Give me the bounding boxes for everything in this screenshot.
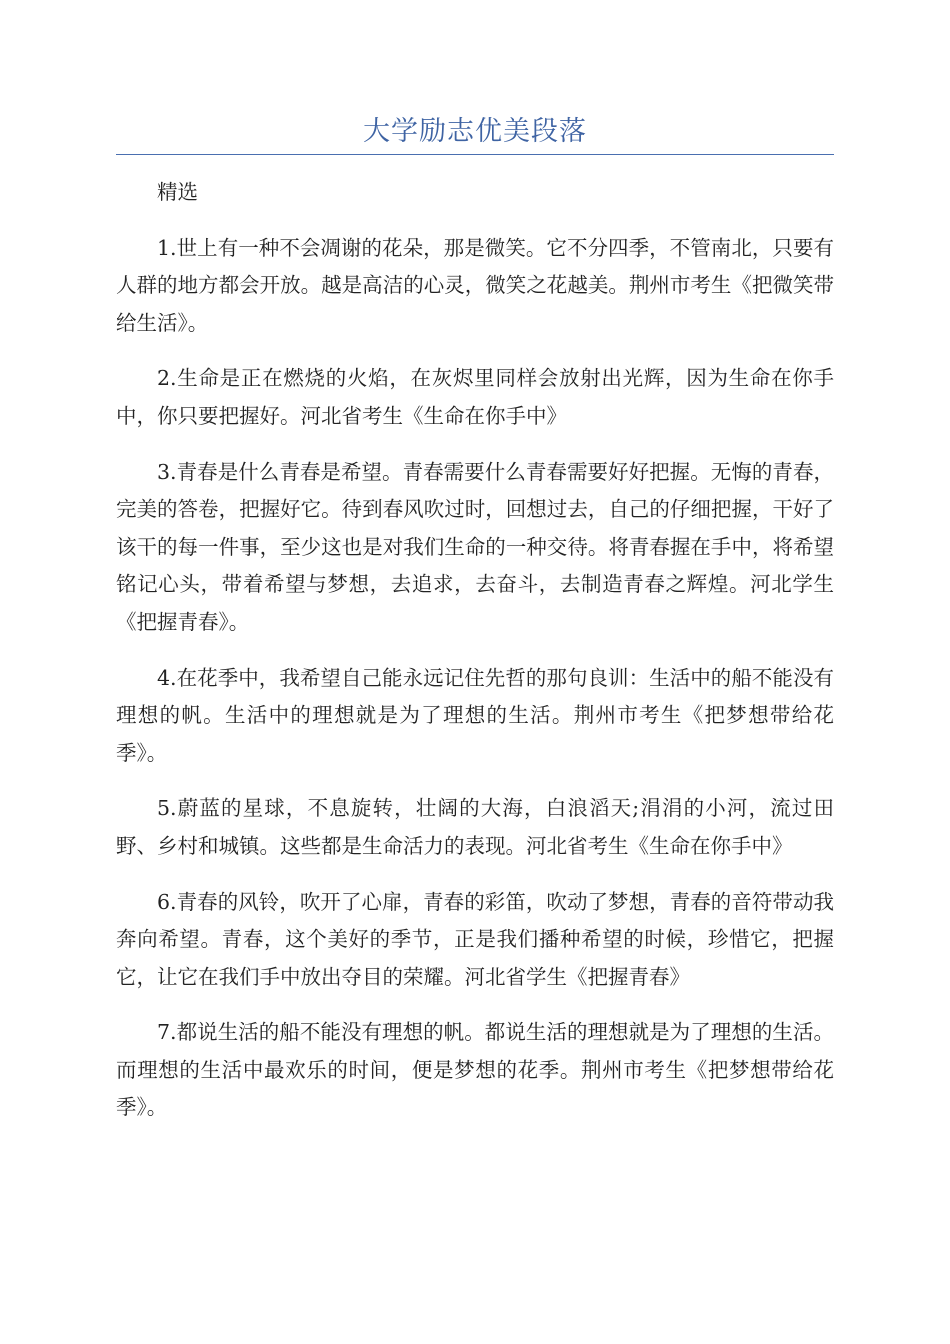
paragraph-2: 2.生命是正在燃烧的火焰，在灰烬里同样会放射出光辉，因为生命在你手中，你只要把握好。河北省考生《生命在你手中》	[116, 366, 834, 428]
intro-label: 精选	[157, 180, 198, 204]
paragraph-7: 7.都说生活的船不能没有理想的帆。都说生活的理想就是为了理想的生活。而理想的生活中最欢乐的时间，便是梦想的花季。荆州市考生《把梦想带给花季》。	[116, 1020, 834, 1120]
paragraph-6: 6.青春的风铃，吹开了心扉，青春的彩笛，吹动了梦想，青春的音符带动我奔向希望。青春，这个美好的季节，正是我们播种希望的时候，珍惜它，把握它，让它在我们手中放出夺目的荣耀。河北省学生《把握青春》	[116, 889, 834, 989]
paragraph-3: 3.青春是什么青春是希望。青春需要什么青春需要好好把握。无悔的青春，完美的答卷，把握好它。待到春风吹过时，回想过去，自己的仔细把握，干好了该干的每一件事，至少这也是对我们生命的一种交待。将青春握在手中，将希望铭记心头，带着希望与梦想，去追求，去奋斗，去制造青春之辉煌。河北学生《把握青春》。	[116, 459, 834, 634]
paragraph-1: 1.世上有一种不会凋谢的花朵，那是微笑。它不分四季，不管南北，只要有人群的地方都会开放。越是高洁的心灵，微笑之花越美。荆州市考生《把微笑带给生活》。	[116, 235, 834, 335]
document-body	[116, 174, 834, 1145]
paragraph-5: 5.蔚蓝的星球，不息旋转，壮阔的大海，白浪滔天;涓涓的小河，流过田野、乡村和城镇。这些都是生命活力的表现。河北省考生《生命在你手中》	[116, 796, 834, 858]
paragraph-4: 4.在花季中，我希望自己能永远记住先哲的那句良训：生活中的船不能没有理想的帆。生活中的理想就是为了理想的生活。荆州市考生《把梦想带给花季》。	[116, 665, 834, 765]
page-title: 大学励志优美段落	[363, 116, 587, 147]
title-underline	[116, 154, 834, 155]
